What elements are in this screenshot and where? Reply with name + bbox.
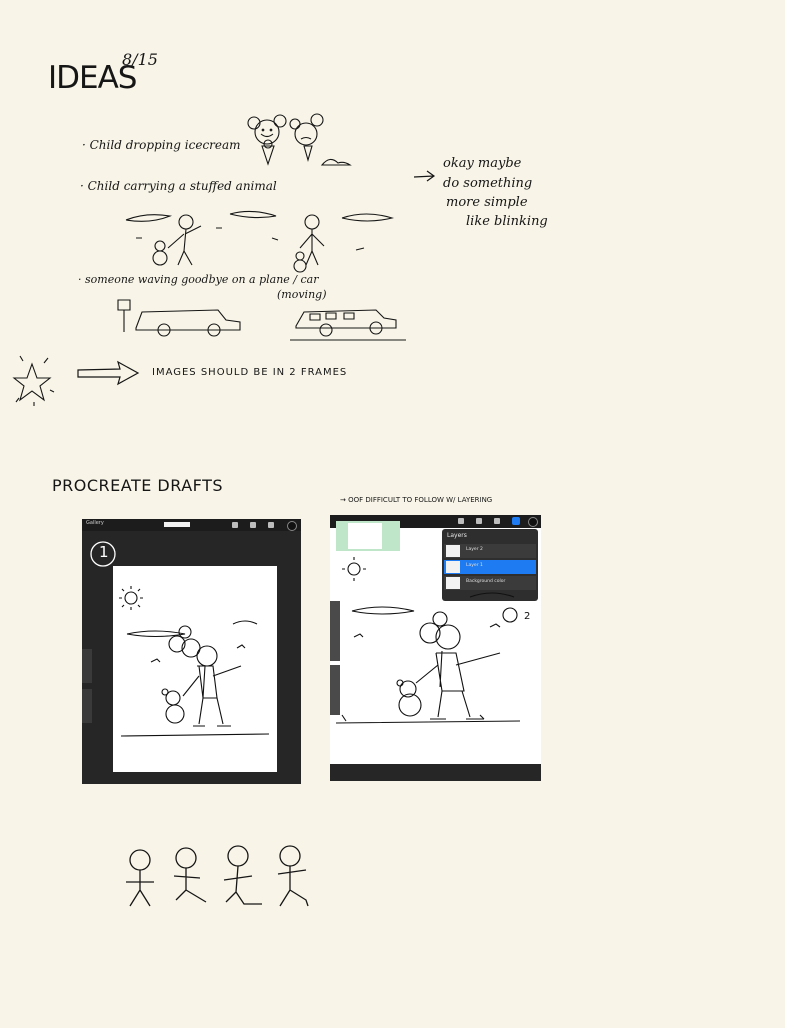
layer-name: Layer 2 [466,547,483,552]
brush-icon[interactable] [232,522,238,528]
opacity-slider[interactable] [82,689,92,723]
side-note-line-3: more simple [446,195,528,210]
drafts-note: → OOF DIFFICULT TO FOLLOW W/ LAYERING [340,496,493,504]
brush-icon[interactable] [458,518,464,524]
frame-number-2: 2 [524,611,531,622]
bottom-bar [330,764,541,781]
icecream-children-sketch [240,110,352,172]
reference-thumbnail[interactable] [336,521,400,551]
smudge-icon[interactable] [250,522,256,528]
child-with-teddy-sketch [124,204,396,276]
star-doodle [10,352,60,408]
draft-1-drawing [113,566,277,772]
reference-image [348,523,382,549]
stick-figures-sketch [120,840,320,916]
car-waving-sketch [114,296,410,346]
ideas-title: IDEAS [48,60,137,96]
drafts-title: PROCREATE DRAFTS [52,476,224,495]
idea-item-3: · someone waving goodbye on a plane / car [78,273,319,286]
double-arrow-doodle [76,360,140,386]
draft-2-drawing [330,555,541,745]
color-swatch[interactable] [528,517,538,527]
brush-size-bar[interactable] [164,522,190,527]
idea-item-3-note: (moving) [277,288,327,301]
side-note-arrow [412,168,438,184]
layer-name: Background color [466,579,506,584]
ideas-date: 8/15 [122,50,158,69]
color-swatch[interactable] [287,521,297,531]
layers-panel-title: Layers [447,532,467,539]
frame-number-1: 1 [99,543,109,561]
gallery-button[interactable]: Gallery [86,520,104,526]
side-note-line-1: okay maybe [443,156,522,171]
toolbar [82,519,301,531]
layers-icon[interactable] [512,517,520,525]
procreate-screenshot-2 [330,515,541,781]
arrow-note: IMAGES SHOULD BE IN 2 FRAMES [152,367,348,378]
idea-item-2: · Child carrying a stuffed animal [80,179,277,193]
idea-item-1: · Child dropping icecream [82,138,241,152]
smudge-icon[interactable] [476,518,482,524]
eraser-icon[interactable] [494,518,500,524]
layer-name: Layer 1 [466,563,483,568]
drawing-canvas[interactable] [113,566,277,772]
brush-size-slider[interactable] [82,649,92,683]
side-note-line-2: do something [443,176,533,191]
eraser-icon[interactable] [268,522,274,528]
procreate-screenshot-1 [82,519,301,784]
side-note-line-4: like blinking [466,214,548,229]
